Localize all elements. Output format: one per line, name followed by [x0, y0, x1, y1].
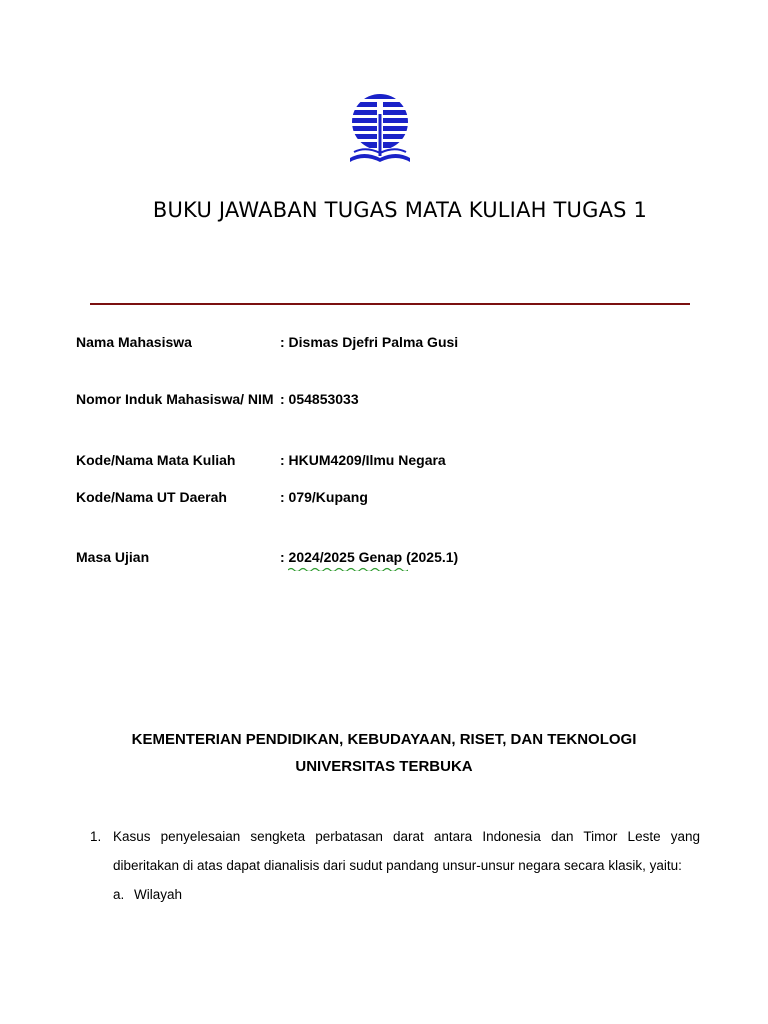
title-divider	[90, 303, 690, 305]
field-label: Nama Mahasiswa	[76, 334, 192, 350]
field-value: : HKUM4209/Ilmu Negara	[280, 452, 446, 468]
field-value: : Dismas Djefri Palma Gusi	[280, 334, 459, 350]
field-value: : 054853033	[280, 391, 359, 407]
list-item-number: 1.	[90, 829, 102, 844]
spellcheck-underline	[288, 567, 408, 571]
university-name: UNIVERSITAS TERBUKA	[295, 758, 473, 775]
sub-list-text: Wilayah	[134, 887, 183, 902]
list-item-text: Kasus penyelesaian sengketa perbatasan darat antara Indonesia dan Timor Leste yang diberitakan di atas dapat dianalisis dari sudut pandang unsur-unsur negara secara klasik, yaitu:	[113, 829, 700, 873]
field-value: : 079/Kupang	[280, 489, 368, 505]
field-label: Kode/Nama Mata Kuliah	[76, 452, 236, 468]
sub-list-item	[113, 880, 182, 909]
ministry-name: KEMENTERIAN PENDIDIKAN, KEBUDAYAAN, RISET, DAN TEKNOLOGI	[131, 731, 637, 748]
document-title: BUKU JAWABAN TUGAS MATA KULIAH TUGAS 1	[152, 198, 648, 222]
sub-list-marker: a.	[113, 887, 125, 902]
university-logo-icon	[346, 92, 414, 166]
field-label: Kode/Nama UT Daerah	[76, 489, 227, 505]
field-label: Masa Ujian	[76, 549, 150, 565]
field-label: Nomor Induk Mahasiswa/ NIM	[76, 391, 274, 407]
field-value: : 2024/2025 Genap (2025.1)	[280, 549, 459, 565]
